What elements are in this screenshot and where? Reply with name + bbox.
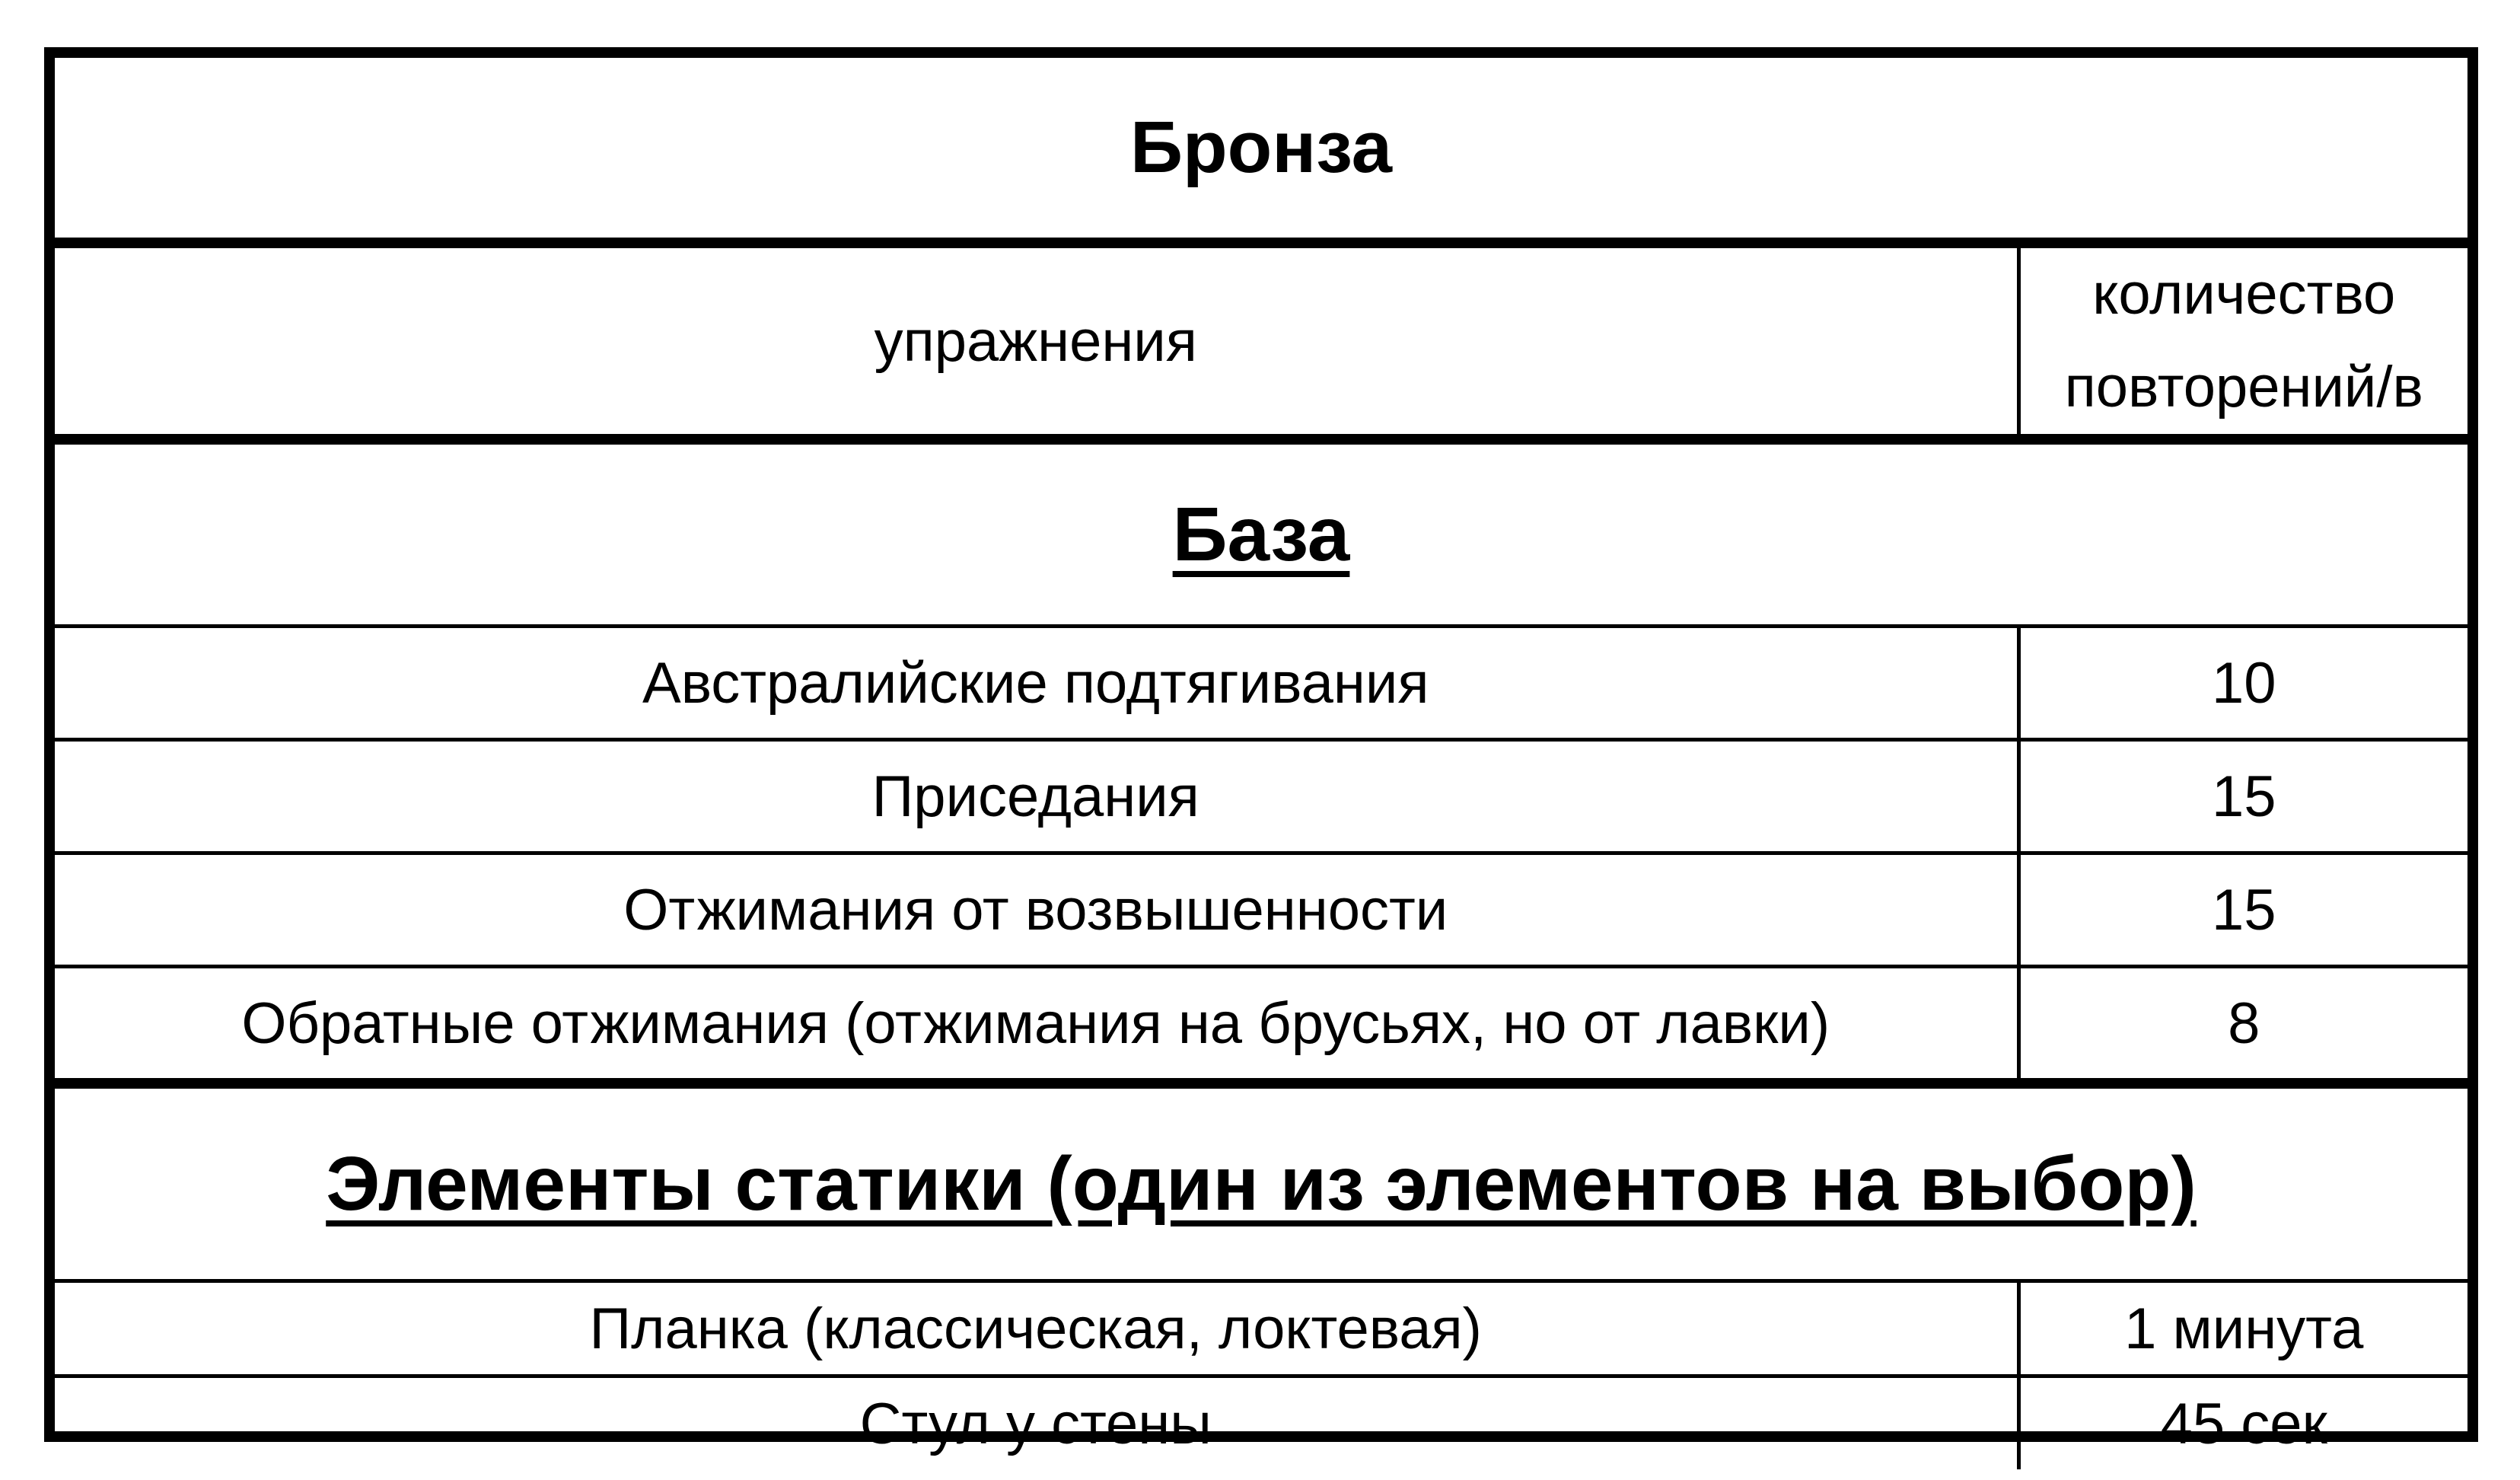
- header-exercises-cell: [55, 243, 2018, 439]
- table-row: [55, 1376, 2467, 1470]
- header-count-cell: [2018, 243, 2467, 439]
- table-row: [55, 853, 2467, 967]
- exercise-name: Обратные отжимания (отжимания на брусьях, но от лавки): [55, 967, 2018, 1084]
- section-row-base: [55, 439, 2467, 627]
- exercise-name: Отжимания от возвышенности: [55, 853, 2018, 967]
- header-count-line2: повторений/в: [2064, 355, 2423, 419]
- section-row-static: [55, 1083, 2467, 1281]
- table-title-cell: [55, 58, 2467, 243]
- table-row: [55, 967, 2467, 1084]
- table-row: [55, 740, 2467, 853]
- header-count-line1: количество: [2092, 262, 2396, 327]
- exercise-count: 45 сек: [2018, 1376, 2467, 1470]
- exercise-table: [55, 58, 2467, 1469]
- table-title: Бронза: [1129, 107, 1393, 188]
- header-row: [55, 243, 2467, 439]
- section-title-base: База: [1172, 491, 1350, 577]
- section-title-static: Элементы статики (один из элементов на выбор): [326, 1140, 2197, 1226]
- exercise-count: 15: [2018, 853, 2467, 967]
- exercise-name: Стул у стены: [55, 1376, 2018, 1470]
- table-row: [55, 627, 2467, 740]
- exercise-name: Австралийские подтягивания: [55, 627, 2018, 740]
- exercise-count: 10: [2018, 627, 2467, 740]
- exercise-name: Приседания: [55, 740, 2018, 853]
- table-row: [55, 1281, 2467, 1376]
- section-title-cell: [55, 439, 2467, 627]
- exercise-table-frame: [44, 47, 2478, 1456]
- exercise-count: 8: [2018, 967, 2467, 1084]
- title-row: [55, 58, 2467, 243]
- header-exercises: упражнения: [874, 308, 1197, 374]
- exercise-count: 1 минута: [2018, 1281, 2467, 1376]
- exercise-name: Планка (классическая, локтевая): [55, 1281, 2018, 1376]
- section-title-cell: [55, 1083, 2467, 1281]
- exercise-count: 15: [2018, 740, 2467, 853]
